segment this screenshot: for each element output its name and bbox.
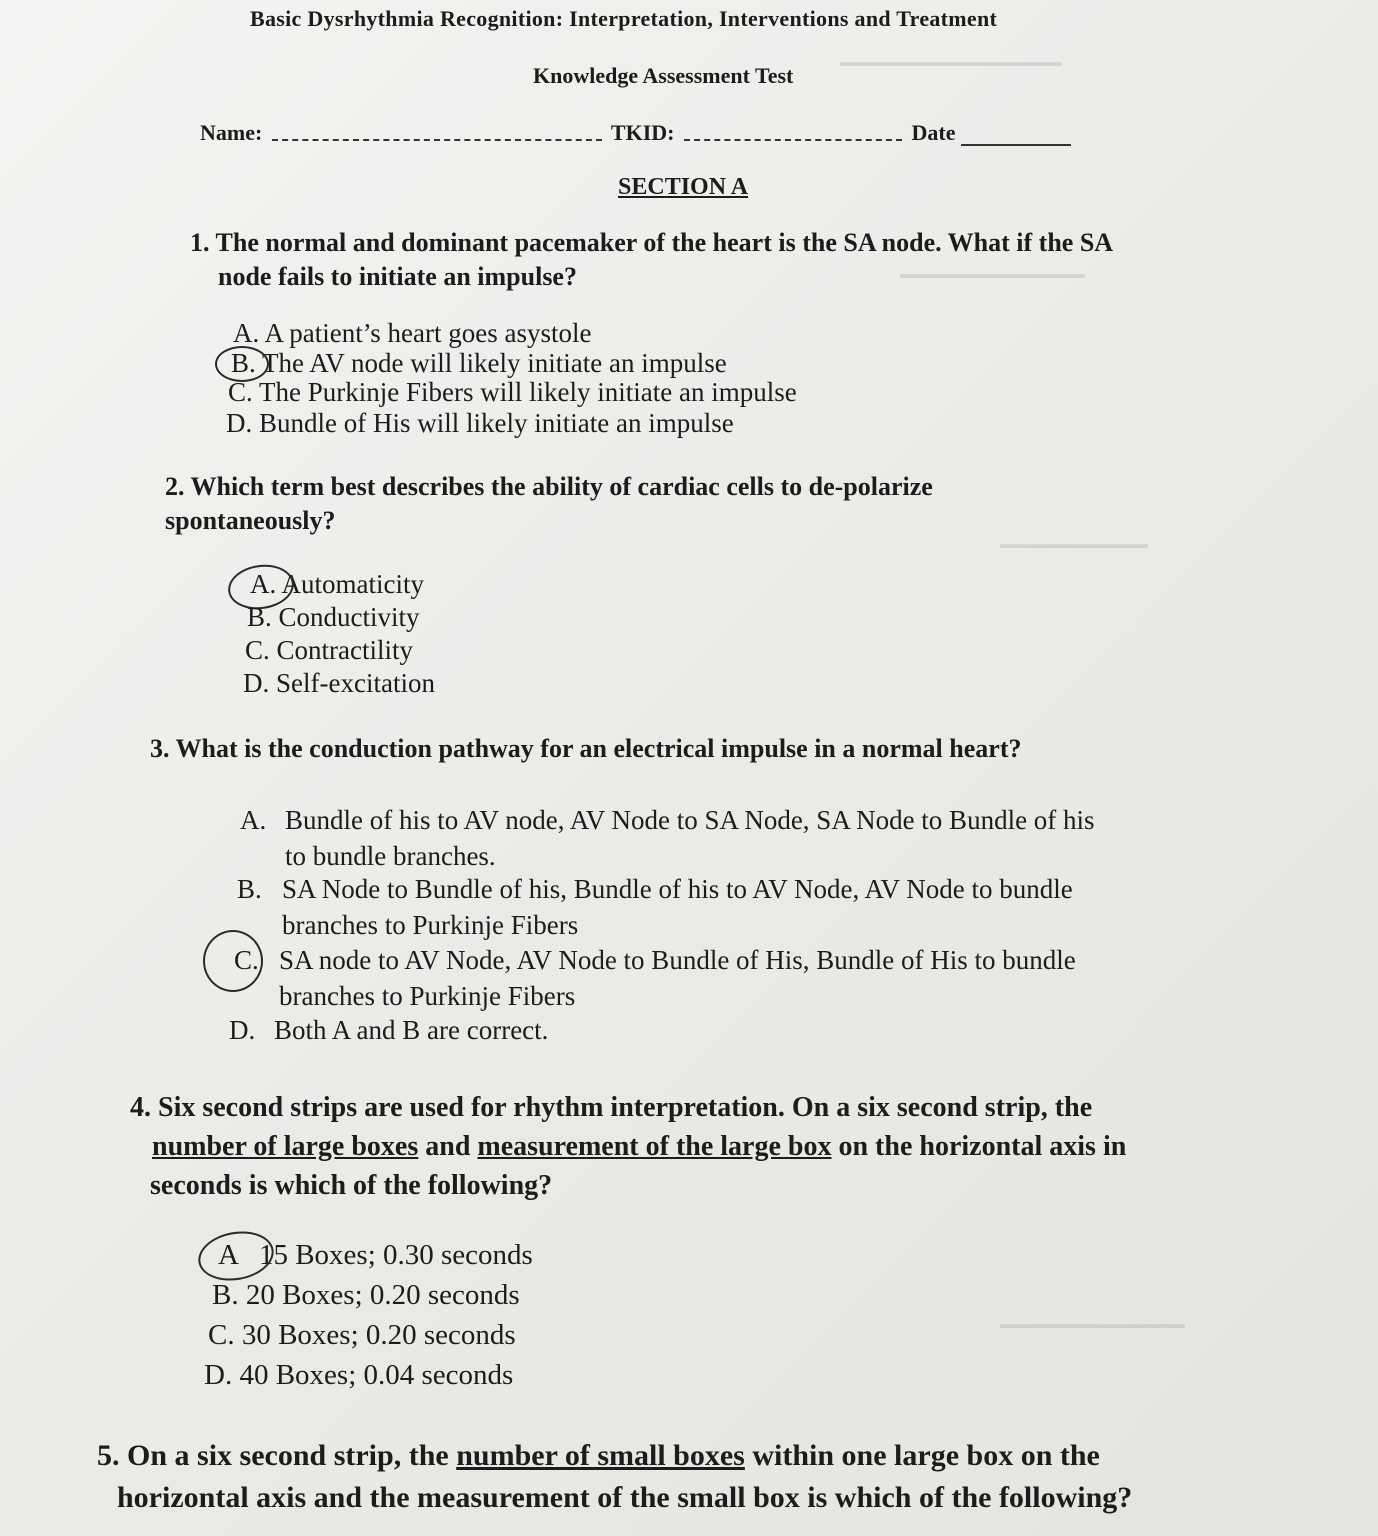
q2-option-c[interactable]: C. Contractility (245, 635, 413, 665)
q3-option-a[interactable]: A. Bundle of his to AV node, AV Node to SA Node, SA Node to Bundle of his to bundle branches. (240, 805, 1095, 871)
q3-option-b[interactable]: B. SA Node to Bundle of his, Bundle of his to AV Node, AV Node to bundle branches to Purkinje Fibers (237, 874, 1073, 940)
section-heading: SECTION A (618, 174, 749, 200)
q2-option-d[interactable]: D. Self-excitation (243, 668, 435, 698)
bleed-through-text: ▁▁▁▁▁▁▁▁▁▁ (1000, 1302, 1185, 1328)
tkid-label: TKID: (610, 120, 675, 145)
question-text: spontaneously? (165, 506, 336, 535)
q2-option-b[interactable]: B. Conductivity (247, 602, 420, 632)
question-number: 5. (97, 1439, 120, 1472)
q4-option-a[interactable]: A 15 Boxes; 0.30 seconds (218, 1239, 533, 1271)
q3-option-d[interactable]: D. Both A and B are correct. (229, 1015, 549, 1045)
question-1 (190, 226, 1113, 294)
bleed-through-text: ▁▁▁▁▁▁▁▁ (1000, 522, 1148, 548)
question-text: Six second strips are used for rhythm interpretation. On a six second strip, the (158, 1092, 1093, 1123)
q1-option-c[interactable]: C. The Purkinje Fibers will likely initiate an impulse (228, 377, 797, 407)
tkid-field[interactable] (684, 129, 902, 141)
name-field[interactable] (272, 129, 602, 141)
underlined-phrase: number of small boxes (456, 1439, 745, 1472)
underlined-phrase: measurement of the large box (477, 1131, 832, 1162)
question-number: 3. (150, 734, 170, 763)
question-text: The normal and dominant pacemaker of the heart is the SA node. What if the SA (215, 228, 1114, 257)
bleed-through-text: ▁▁▁▁▁▁▁▁▁▁ (900, 252, 1085, 278)
q2-option-a[interactable]: A. Automaticity (250, 569, 424, 599)
q4-option-c[interactable]: C. 30 Boxes; 0.20 seconds (208, 1319, 516, 1351)
document-subtitle: Knowledge Assessment Test (533, 63, 794, 88)
question-number: 4. (130, 1092, 151, 1123)
date-field[interactable] (961, 128, 1071, 146)
answer-circle-mark (203, 930, 263, 992)
question-text: node fails to initiate an impulse? (218, 262, 577, 291)
question-text: horizontal axis and the measurement of the small box is which of the following? (117, 1481, 1133, 1514)
question-text: seconds is which of the following? (150, 1170, 553, 1201)
q1-option-a[interactable]: A. A patient’s heart goes asystole (233, 318, 592, 348)
date-label: Date (911, 120, 956, 145)
question-5: 5. On a six second strip, the number of small boxes within one large box on the horizontal axis and the measurement of the small box is which of the following? (97, 1435, 1132, 1519)
document-title: Basic Dysrhythmia Recognition: Interpretation, Interventions and Treatment (250, 6, 998, 31)
q4-option-b[interactable]: B. 20 Boxes; 0.20 seconds (212, 1279, 520, 1311)
q1-option-b[interactable]: B. The AV node will likely initiate an impulse (231, 348, 727, 378)
question-number: 2. (165, 472, 185, 501)
q3-option-c[interactable]: C. SA node to AV Node, AV Node to Bundle of His, Bundle of His to bundle branches to Purkinje Fibers (234, 945, 1076, 1011)
q4-option-d[interactable]: D. 40 Boxes; 0.04 seconds (204, 1359, 514, 1391)
bleed-through-text: ▁▁▁▁▁▁▁▁▁▁▁▁ (840, 40, 1062, 66)
question-2 (165, 470, 933, 538)
identity-fields (200, 120, 1071, 146)
name-label: Name: (200, 120, 263, 145)
question-4: 4. Six second strips are used for rhythm interpretation. On a six second strip, the number of large boxes and measurement of the large box on the horizontal axis in seconds is which of the following? (130, 1088, 1126, 1205)
question-number: 1. (190, 228, 210, 257)
q1-option-d[interactable]: D. Bundle of His will likely initiate an impulse (226, 408, 734, 438)
question-text: What is the conduction pathway for an electrical impulse in a normal heart? (175, 734, 1022, 763)
answer-circle-mark (194, 1226, 277, 1286)
question-3 (150, 732, 1021, 766)
underlined-phrase: number of large boxes (152, 1131, 419, 1162)
question-text: Which term best describes the ability of cardiac cells to de-polarize (190, 472, 933, 501)
